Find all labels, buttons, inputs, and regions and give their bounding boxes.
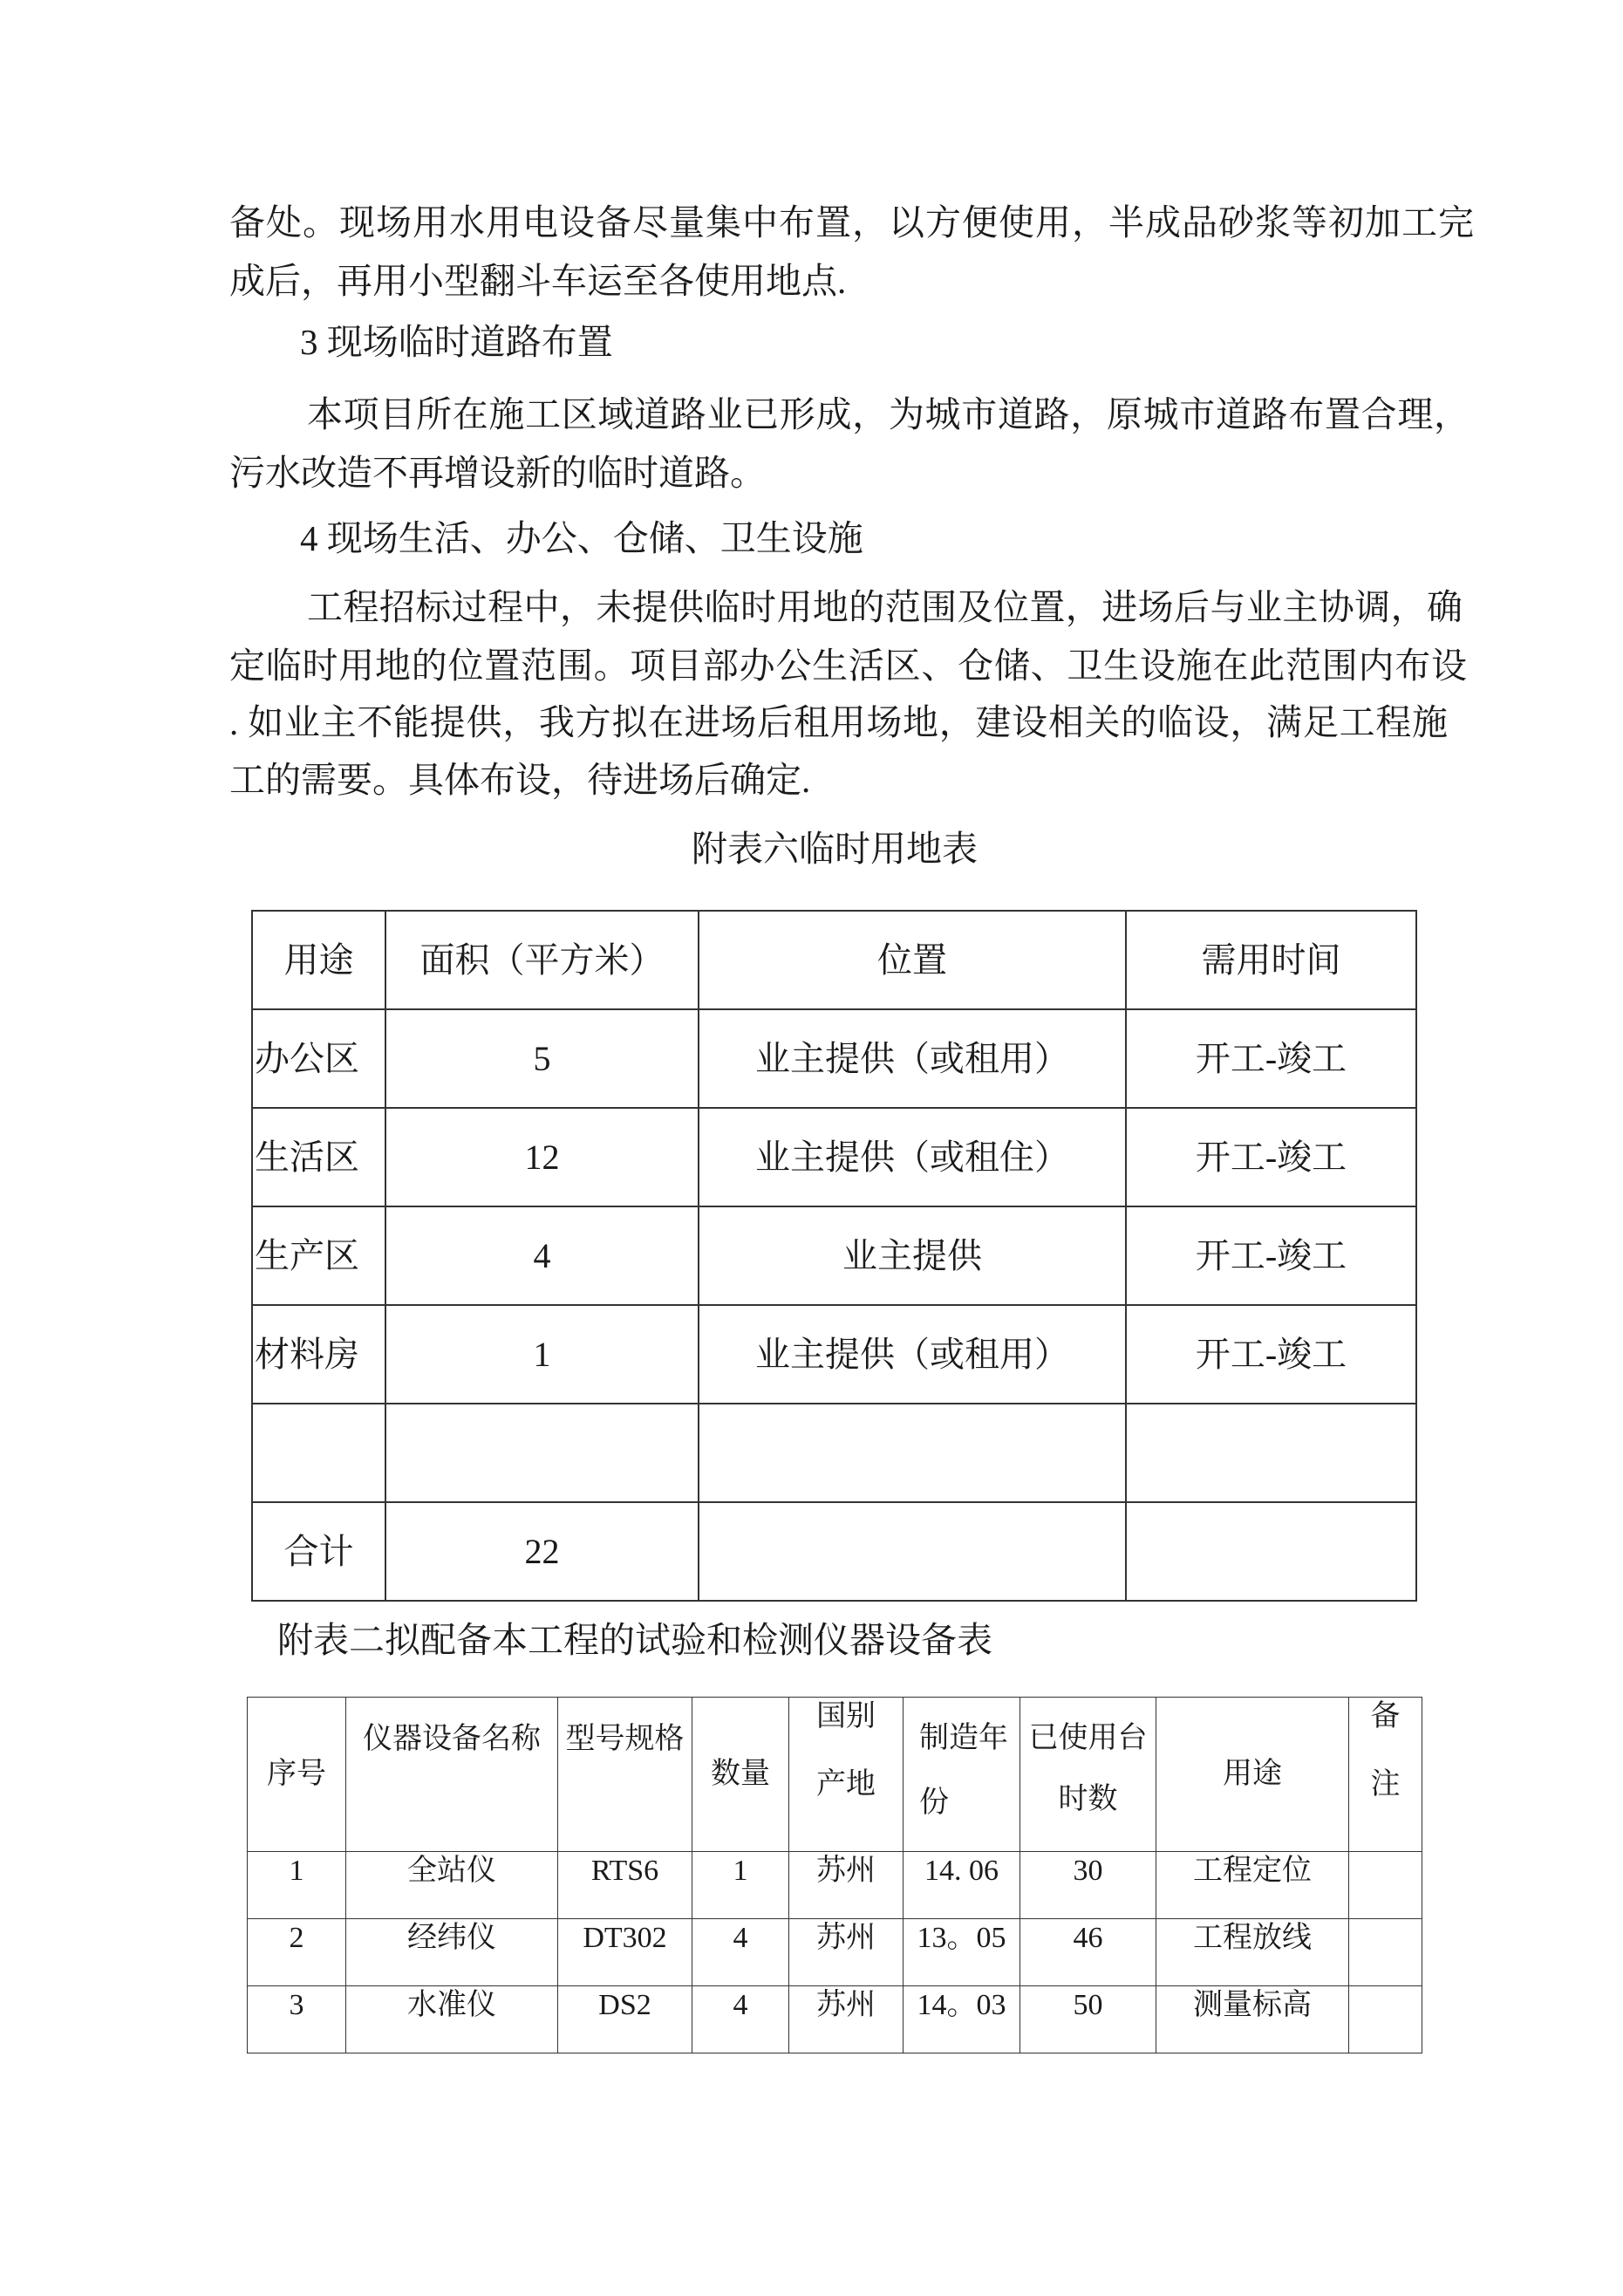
table-cell: DT302	[558, 1919, 692, 1986]
table-cell: 开工-竣工	[1126, 1305, 1416, 1404]
header-text: 型号规格	[565, 1723, 685, 1755]
table-cell: 4	[385, 1206, 699, 1305]
table-cell: 业主提供（或租用）	[699, 1009, 1126, 1108]
table-header-cell	[1020, 1698, 1156, 1852]
table-cell: 4	[692, 1919, 789, 1986]
table-cell: 经纬仪	[346, 1919, 558, 1986]
table-header-row	[248, 1698, 1422, 1852]
table-cell: 2	[248, 1919, 346, 1986]
table-cell: 工程定位	[1156, 1852, 1349, 1919]
table-cell: RTS6	[558, 1852, 692, 1919]
table-row	[248, 1986, 1422, 2053]
table-cell: 测量标高	[1156, 1986, 1349, 2053]
header-text: 备	[1370, 1700, 1401, 1732]
body-text-line: 本项目所在施工区域道路业已形成，为城市道路，原城市道路布置合理，	[307, 394, 1470, 434]
table-cell	[1349, 1852, 1422, 1919]
table-row-empty	[252, 1404, 1416, 1502]
header-text: 份	[919, 1787, 949, 1819]
table-header-cell	[346, 1698, 558, 1852]
table-cell: 50	[1020, 1986, 1156, 2053]
table-cell: 材料房	[252, 1305, 385, 1404]
table-total-row	[252, 1502, 1416, 1601]
section-heading: 3 现场临时道路布置	[300, 322, 613, 362]
table-cell	[699, 1404, 1126, 1502]
table-row	[248, 1919, 1422, 1986]
header-text: 仪器设备名称	[363, 1723, 541, 1755]
table-cell: 开工-竣工	[1126, 1108, 1416, 1206]
instrument-equipment-table	[247, 1697, 1422, 2053]
table-cell: 业主提供	[699, 1206, 1126, 1305]
table-row	[252, 1108, 1416, 1206]
table-cell: 工程放线	[1156, 1919, 1349, 1986]
body-text-line: 工的需要。具体布设，待进场后确定.	[229, 760, 811, 800]
table-cell: 水准仪	[346, 1986, 558, 2053]
table-cell	[1126, 1502, 1416, 1601]
table-row	[252, 1305, 1416, 1404]
table-cell	[385, 1404, 699, 1502]
table-cell: 合计	[252, 1502, 385, 1601]
table-cell: 30	[1020, 1852, 1156, 1919]
table-cell: 1	[385, 1305, 699, 1404]
table-cell: DS2	[558, 1986, 692, 2053]
body-text-line: 污水改造不再增设新的临时道路。	[229, 453, 766, 493]
table-row	[248, 1852, 1422, 1919]
table-header-row	[252, 911, 1416, 1009]
table-cell: 办公区	[252, 1009, 385, 1108]
header-text: 序号	[267, 1758, 326, 1790]
table-cell	[699, 1502, 1126, 1601]
table-caption-land-use: 附表六临时用地表	[692, 829, 978, 869]
table-header-cell	[558, 1698, 692, 1852]
table-cell: 生产区	[252, 1206, 385, 1305]
table-caption-instruments: 附表二拟配备本工程的试验和检测仪器设备表	[277, 1620, 992, 1660]
table-cell: 开工-竣工	[1126, 1009, 1416, 1108]
table-cell: 开工-竣工	[1126, 1206, 1416, 1305]
table-header-cell	[248, 1698, 346, 1852]
body-text-line: 工程招标过程中，未提供临时用地的范围及位置，进场后与业主协调，确	[307, 587, 1463, 627]
header-text: 产地	[816, 1768, 876, 1801]
table-cell: 苏州	[789, 1852, 904, 1919]
header-text: 已使用台	[1028, 1722, 1148, 1754]
header-text: 国别	[816, 1700, 876, 1732]
header-text: 用途	[1223, 1758, 1282, 1790]
table-header-cell: 需用时间	[1126, 911, 1416, 1009]
body-text-line: 成后，再用小型翻斗车运至各使用地点.	[229, 261, 847, 301]
header-text: 时数	[1058, 1783, 1118, 1815]
table-cell: 46	[1020, 1919, 1156, 1986]
table-cell	[1126, 1404, 1416, 1502]
table-header-cell: 用途	[252, 911, 385, 1009]
section-heading: 4 现场生活、办公、仓储、卫生设施	[300, 518, 863, 558]
header-text: 数量	[711, 1758, 770, 1790]
table-cell: 苏州	[789, 1986, 904, 2053]
table-header-cell: 位置	[699, 911, 1126, 1009]
table-row	[252, 1009, 1416, 1108]
table-header-cell: 面积（平方米）	[385, 911, 699, 1009]
table-header-cell	[789, 1698, 904, 1852]
table-cell: 生活区	[252, 1108, 385, 1206]
body-text-line: 定临时用地的位置范围。项目部办公生活区、仓储、卫生设施在此范围内布设	[229, 646, 1467, 686]
table-cell: 3	[248, 1986, 346, 2053]
table-cell: 14. 06	[904, 1852, 1020, 1919]
table-cell: 1	[692, 1852, 789, 1919]
table-cell	[252, 1404, 385, 1502]
temporary-land-use-table	[251, 910, 1417, 1602]
table-cell: 12	[385, 1108, 699, 1206]
table-row	[252, 1206, 1416, 1305]
table-cell: 22	[385, 1502, 699, 1601]
table-cell: 1	[248, 1852, 346, 1919]
table-header-cell	[1156, 1698, 1349, 1852]
table-cell: 业主提供（或租用）	[699, 1305, 1126, 1404]
table-cell: 业主提供（或租住）	[699, 1108, 1126, 1206]
table-cell	[1349, 1919, 1422, 1986]
table-cell: 4	[692, 1986, 789, 2053]
header-text: 制造年	[919, 1722, 1008, 1754]
body-text-line: 备处。现场用水用电设备尽量集中布置，以方便使用，半成品砂浆等初加工完	[229, 202, 1474, 243]
table-cell: 13。05	[904, 1919, 1020, 1986]
table-header-cell	[1349, 1698, 1422, 1852]
table-cell: 苏州	[789, 1919, 904, 1986]
table-header-cell	[692, 1698, 789, 1852]
table-cell: 全站仪	[346, 1852, 558, 1919]
table-cell: 14。03	[904, 1986, 1020, 2053]
header-text: 注	[1370, 1768, 1401, 1801]
table-cell	[1349, 1986, 1422, 2053]
table-cell: 5	[385, 1009, 699, 1108]
table-header-cell	[904, 1698, 1020, 1852]
body-text-line: . 如业主不能提供，我方拟在进场后租用场地，建设相关的临设，满足工程施	[229, 702, 1448, 742]
